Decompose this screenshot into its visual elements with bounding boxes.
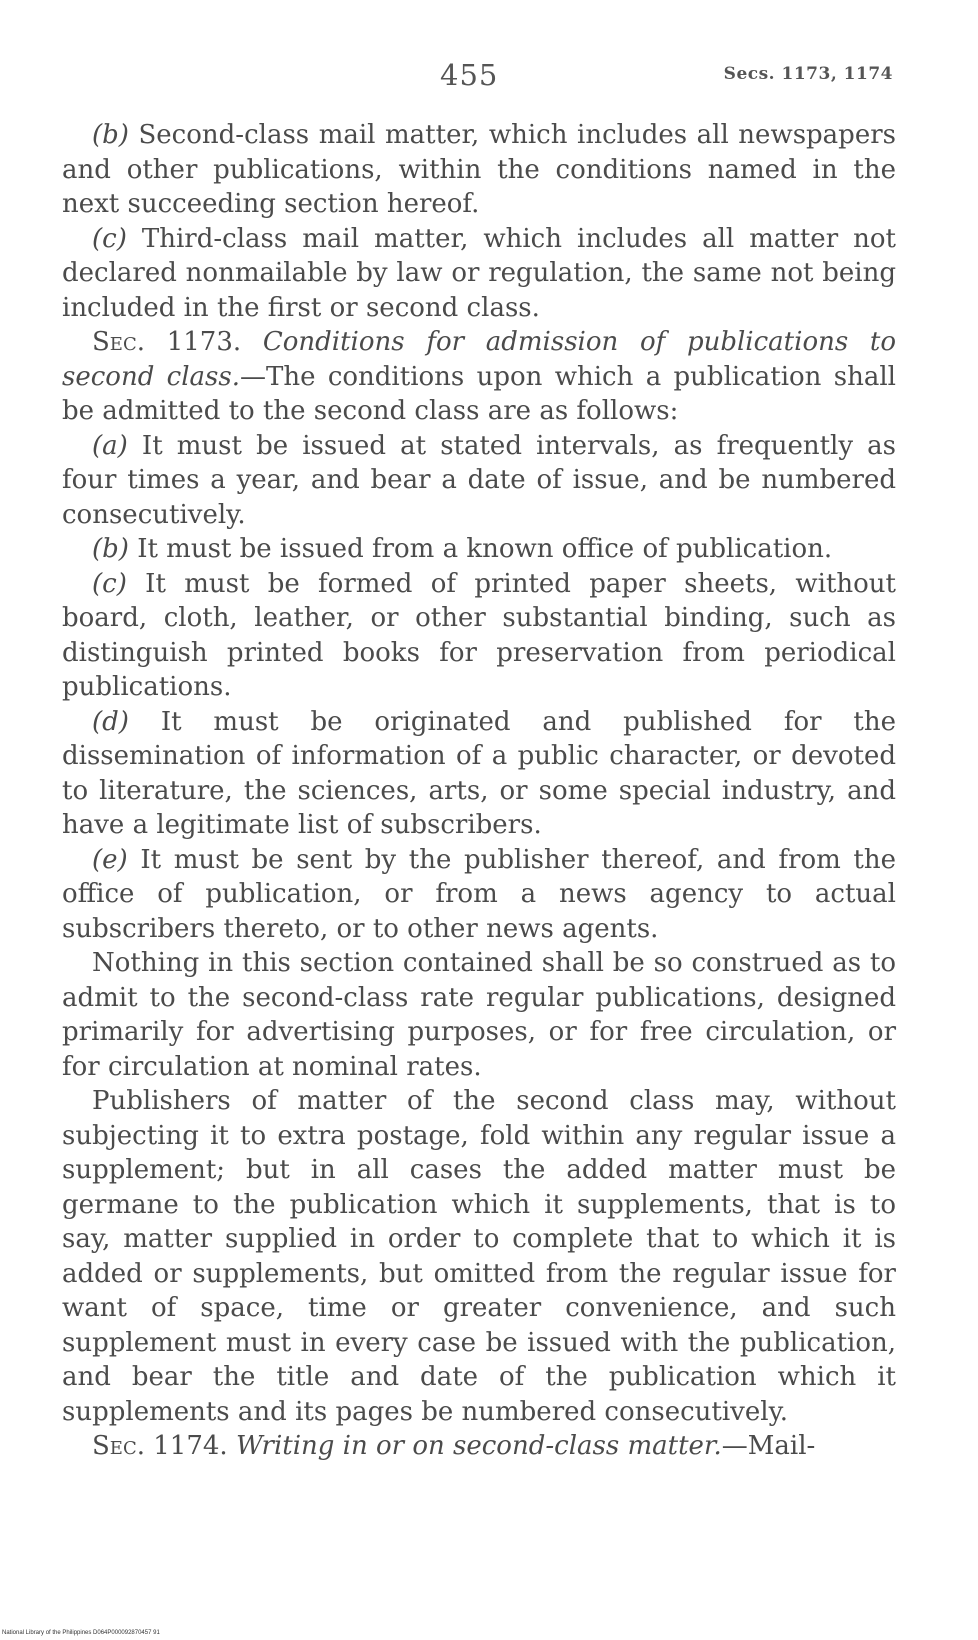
section-reference: Secs. 1173, 1174 bbox=[723, 64, 893, 84]
paragraph-nothing-construed: Nothing in this section contained shall be so construed as to admit to the second-class rate regular publications, designed primarily for advertising purposes, or for free circulation, or for circulation at nominal rates. bbox=[62, 948, 896, 1082]
clause-label: (a) bbox=[92, 430, 128, 461]
paragraph-text: —The conditions upon which a publication shall be admitted to the second class are as follows: bbox=[62, 361, 896, 426]
section-title: Writing in or on second-class matter. bbox=[235, 1431, 722, 1461]
page-header bbox=[0, 58, 978, 98]
section-1174 bbox=[62, 1429, 896, 1464]
clause-label: (b) bbox=[92, 120, 129, 150]
paragraph-text: It must be originated and published for the dissemination of information of a public character, or devoted to literature, the sciences, arts, or some special industry, and have a legitimate list of subscribers. bbox=[62, 706, 896, 840]
paragraph-printed-paper bbox=[62, 567, 896, 705]
section-prefix: Sec. bbox=[92, 1431, 145, 1461]
paragraph-text: It must be issued at stated intervals, as frequently as four times a year, and bear a date of issue, and be numbered consecutively. bbox=[62, 430, 896, 530]
paragraph-text: It must be sent by the publisher thereof, and from the office of publication, or from a news agency to actual subscribers thereto, or to other news agents. bbox=[62, 844, 896, 944]
paragraph-text: Second-class mail matter, which includes all newspapers and other publications, within the conditions named in the next succeeding section hereof. bbox=[62, 120, 896, 219]
paragraph-third-class bbox=[62, 222, 896, 326]
clause-label: (c) bbox=[92, 568, 127, 599]
paragraph-originated bbox=[62, 705, 896, 843]
paragraph-text: It must be formed of printed paper sheets, without board, cloth, leather, or other substantial binding, such as distinguish printed books for preservation from periodical publications. bbox=[62, 568, 896, 702]
section-title: Conditions for admission of publications to second class. bbox=[62, 327, 896, 392]
clause-label: (e) bbox=[92, 844, 128, 875]
section-1173 bbox=[62, 325, 896, 429]
paragraph-text: Third-class mail matter, which includes all matter not declared nonmailable by law or regulation, the same not being included in the first or second class. bbox=[62, 223, 896, 323]
clause-label: (b) bbox=[92, 534, 129, 564]
paragraph-stated-intervals bbox=[62, 429, 896, 533]
clause-label: (c) bbox=[92, 223, 127, 254]
paragraph-known-office bbox=[62, 532, 896, 567]
section-number: 1174. bbox=[145, 1431, 236, 1461]
page-number: 455 bbox=[440, 58, 499, 92]
body-text bbox=[62, 118, 896, 1464]
paragraph-second-class bbox=[62, 118, 896, 222]
library-credit: National Library of the Philippines D064P000092870457 91 bbox=[2, 1630, 160, 1636]
paragraph-sent-by-publisher bbox=[62, 843, 896, 947]
section-prefix: Sec. bbox=[92, 327, 145, 357]
paragraph-text: —Mail- bbox=[721, 1431, 816, 1461]
paragraph-publishers-supplement: Publishers of matter of the second class may, without subjecting it to extra postage, fold within any regular issue a supplement; but in all cases the added matter must be germane to the publication which it supplements, that is to say, matter supplied in order to complete that to which it is added or supplements, but omitted from the regular issue for want of space, time or greater convenience, and such supplement must in every case be issued with the publication, and bear the title and date of the publication which it supplements and its pages be numbered consecutively. bbox=[62, 1086, 896, 1427]
paragraph-text: It must be issued from a known office of publication. bbox=[128, 534, 833, 564]
section-number: 1173. bbox=[145, 327, 263, 357]
clause-label: (d) bbox=[92, 706, 129, 737]
